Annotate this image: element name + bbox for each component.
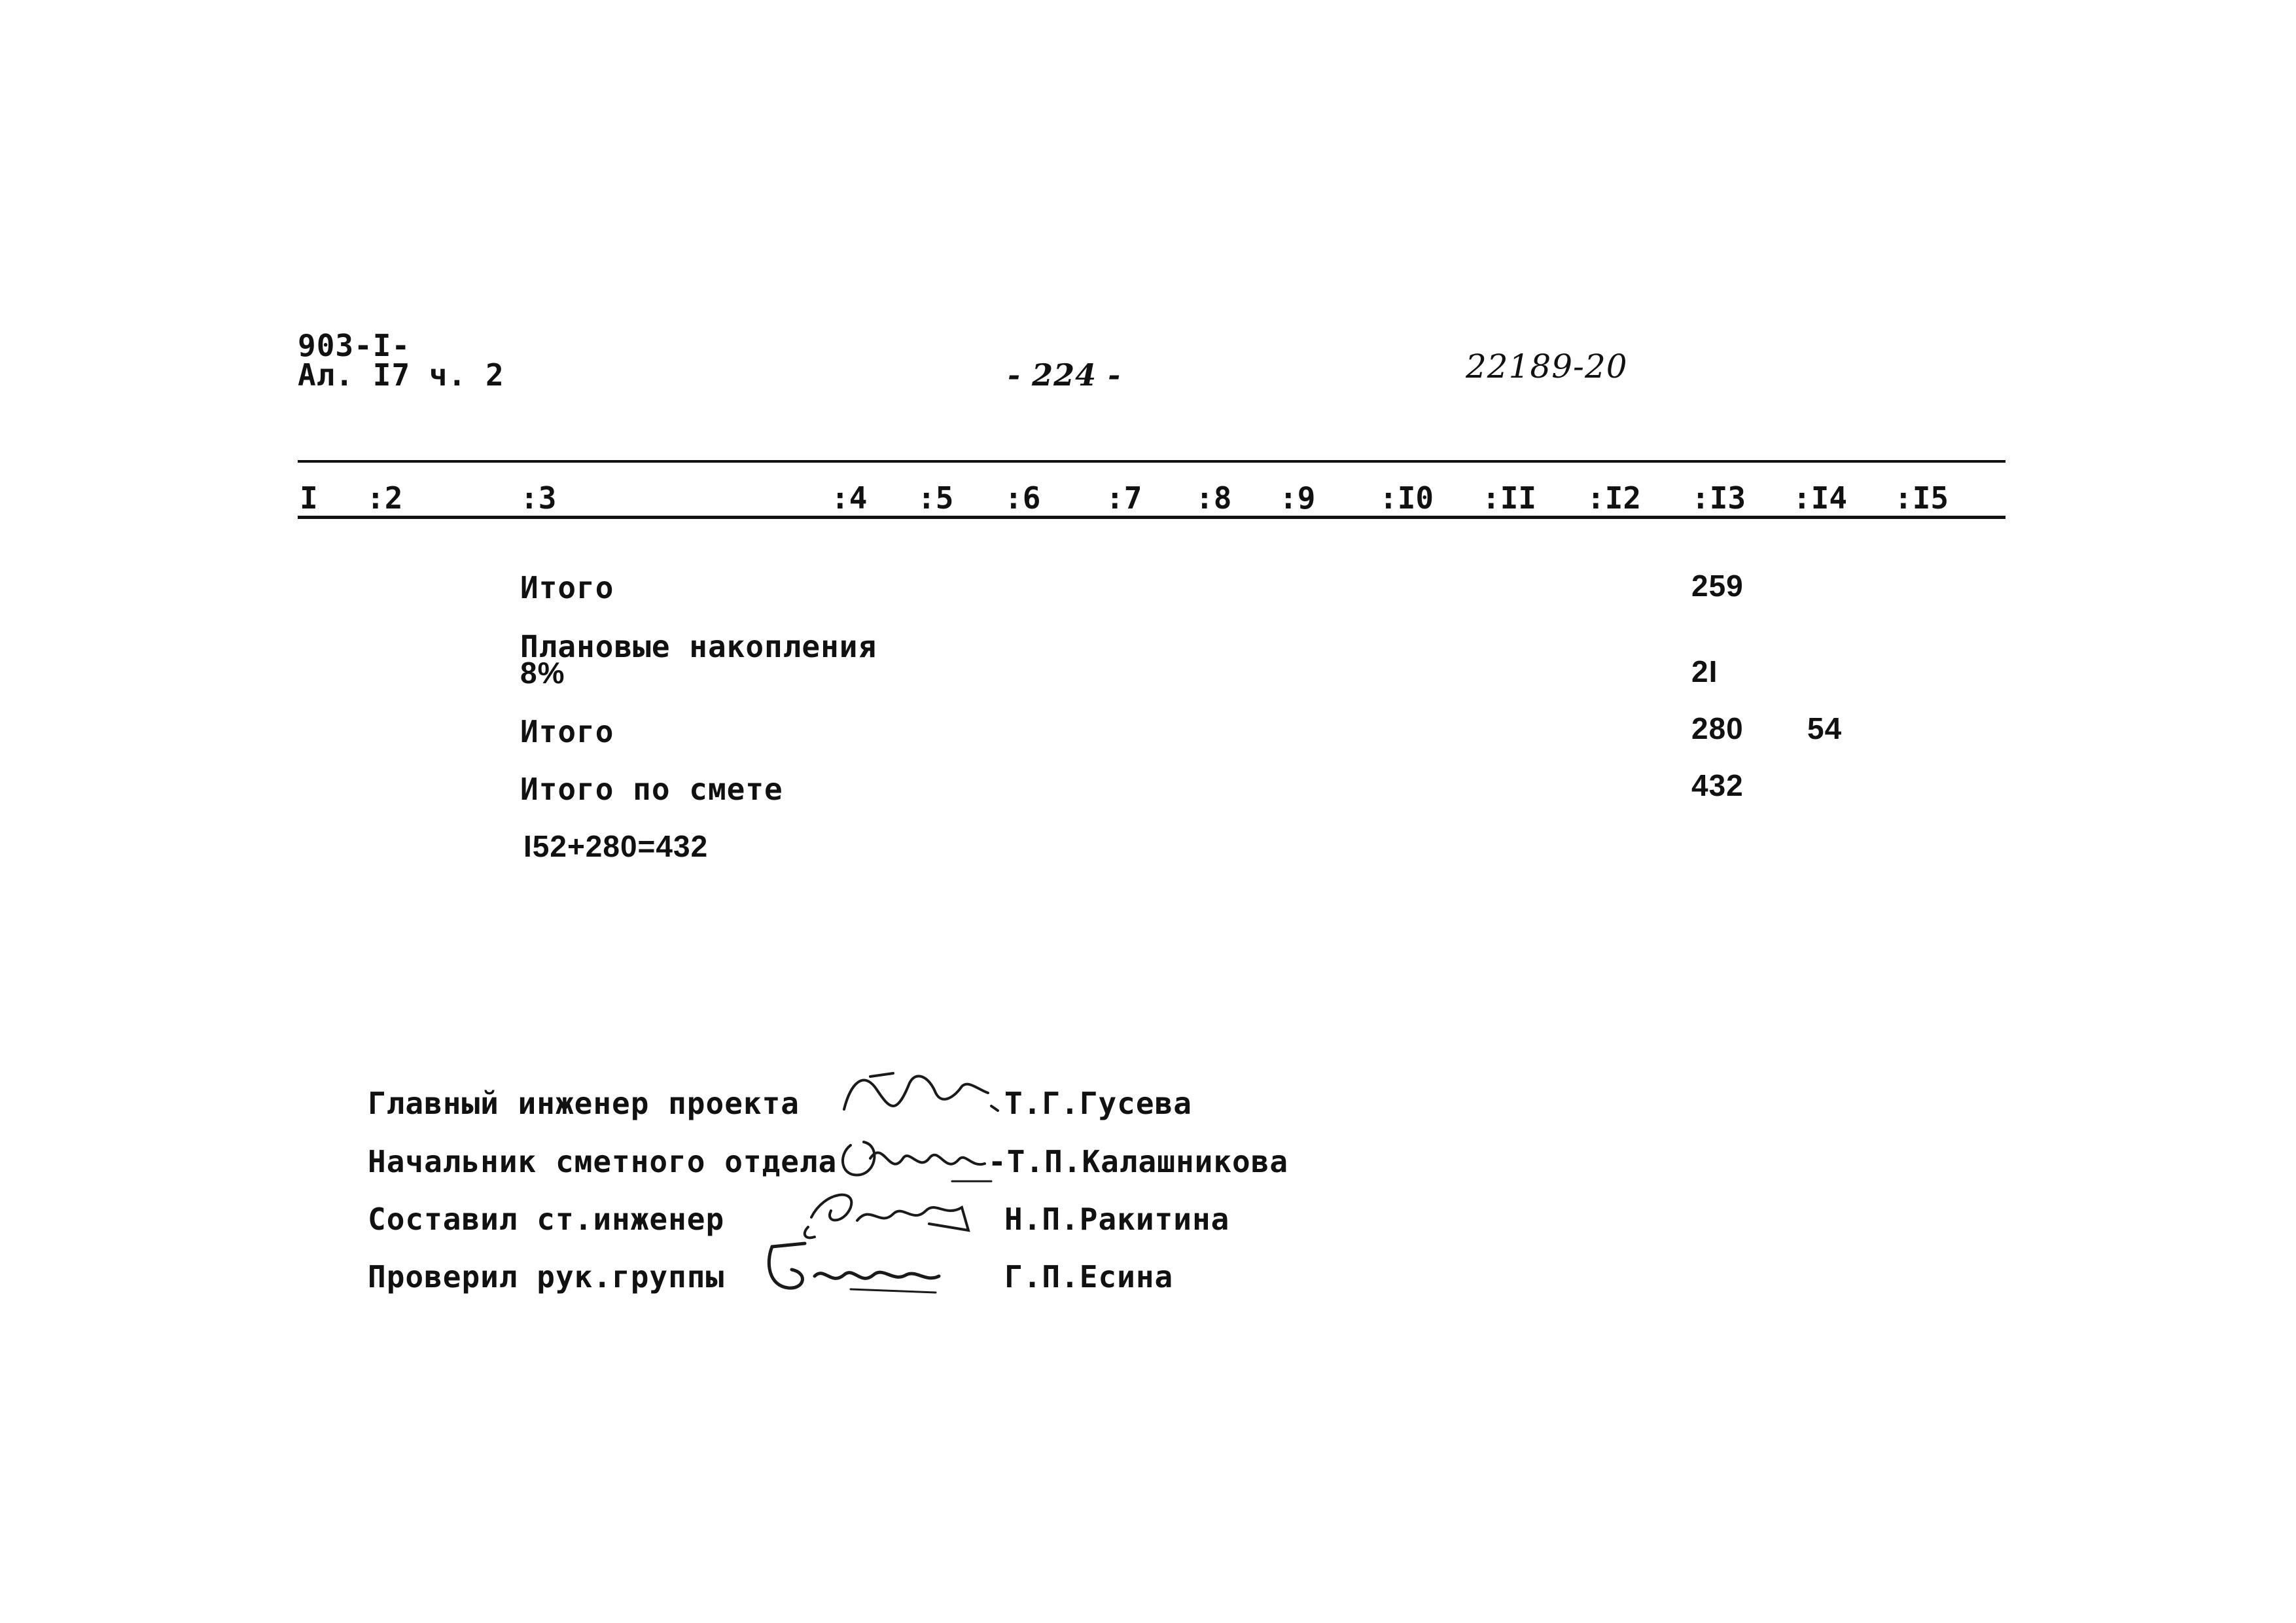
signature-name: Н.П.Ракитина (1004, 1202, 1230, 1237)
row-value-col13: 280 (1691, 711, 1744, 745)
column-8: :8 (1195, 480, 1232, 516)
table-header-bottom-rule (298, 516, 2005, 519)
row-label: Итого (520, 714, 614, 749)
signature-role: Составил ст.инженер (368, 1202, 725, 1237)
column-11: :II (1482, 480, 1537, 516)
column-4: :4 (831, 480, 868, 516)
column-12: :I2 (1587, 480, 1642, 516)
handwritten-signature (831, 1057, 1001, 1129)
table-top-rule (298, 460, 2005, 463)
row-value-col13: 432 (1691, 768, 1744, 802)
row-label-continuation: 8% (520, 656, 565, 690)
column-7: :7 (1106, 480, 1142, 516)
page-number: - 224 - (1008, 357, 1122, 393)
doc-code-line1: 903-I- (298, 328, 411, 363)
row-value-col13: 2I (1691, 654, 1718, 688)
column-3: :3 (520, 480, 557, 516)
column-5: :5 (917, 480, 954, 516)
signature-role: Главный инженер проекта (368, 1086, 800, 1121)
signature-role: Проверил рук.группы (368, 1259, 725, 1294)
column-2: :2 (366, 480, 403, 516)
column-1: I (300, 480, 318, 516)
row-label: Итого по смете (520, 772, 783, 807)
doc-code-line2: Ал. I7 ч. 2 (298, 357, 504, 393)
row-value-col13: 259 (1691, 569, 1744, 603)
document-number: 22189-20 (1466, 348, 1628, 385)
signature-name: -Т.П.Калашникова (988, 1144, 1289, 1179)
column-6: :6 (1004, 480, 1041, 516)
signature-role: Начальник сметного отдела (368, 1144, 838, 1179)
signature-name: Г.П.Есина (1004, 1259, 1174, 1294)
row-value-col14: 54 (1807, 711, 1843, 745)
signature-name: Т.Г.Гусева (1004, 1086, 1192, 1121)
column-9: :9 (1279, 480, 1316, 516)
column-15: :I5 (1894, 480, 1949, 516)
sum-formula: I52+280=432 (523, 829, 709, 863)
column-13: :I3 (1691, 480, 1746, 516)
row-label: Плановые накопления (520, 629, 877, 664)
row-label: Итого (520, 570, 614, 605)
column-14: :I4 (1793, 480, 1848, 516)
column-10: :I0 (1379, 480, 1434, 516)
handwritten-signature (752, 1230, 949, 1302)
